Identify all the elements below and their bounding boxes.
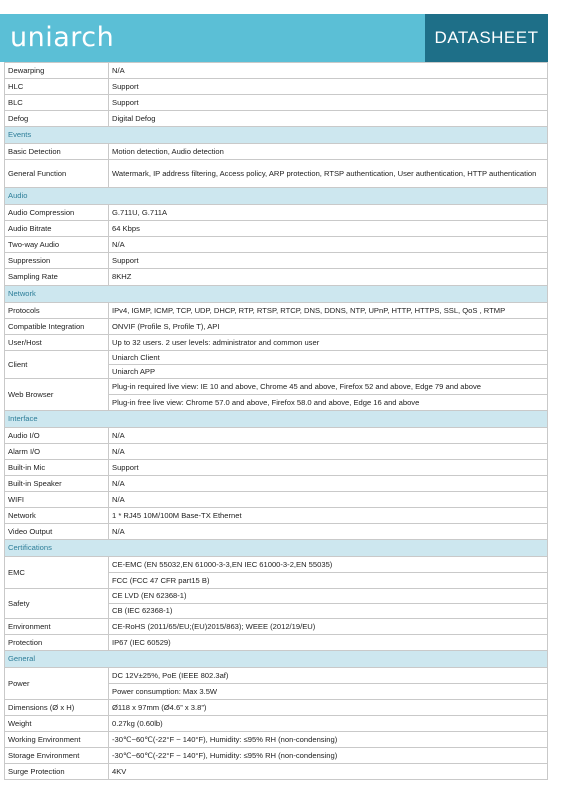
spec-row bbox=[5, 144, 548, 160]
spec-label: Surge Protection bbox=[5, 764, 109, 780]
section-title: Network bbox=[5, 286, 548, 303]
spec-label: Storage Environment bbox=[5, 748, 109, 764]
spec-value-line: Power consumption: Max 3.5W bbox=[109, 683, 547, 699]
spec-value bbox=[109, 700, 548, 716]
spec-row bbox=[5, 160, 548, 188]
spec-row bbox=[5, 476, 548, 492]
spec-row bbox=[5, 351, 548, 379]
spec-value-line: IP67 (IEC 60529) bbox=[112, 637, 171, 647]
spec-row bbox=[5, 619, 548, 635]
spec-value-line: N/A bbox=[112, 65, 125, 75]
spec-value-line: IPv4, IGMP, ICMP, TCP, UDP, DHCP, RTP, RTSP, RTCP, DNS, DDNS, NTP, UPnP, HTTP, HTTPS, SSL, QoS , RTMP bbox=[112, 305, 506, 315]
spec-value-line: Plug-in required live view: IE 10 and above, Chrome 45 and above, Firefox 52 and above, Edge 79 and above bbox=[112, 382, 481, 391]
spec-value bbox=[109, 221, 548, 237]
spec-value bbox=[109, 379, 548, 411]
spec-value-line: Ø118 x 97mm (Ø4.6” x 3.8”) bbox=[112, 702, 207, 712]
spec-value-line: N/A bbox=[112, 446, 125, 456]
spec-value bbox=[109, 557, 548, 589]
spec-row bbox=[5, 589, 548, 619]
spec-label: Web Browser bbox=[5, 379, 109, 411]
section-title: Certifications bbox=[5, 540, 548, 557]
spec-value-line: Watermark, IP address filtering, Access policy, ARP protection, RTSP authentication, User authentication, HTTP authentication bbox=[112, 169, 537, 178]
spec-value bbox=[109, 732, 548, 748]
spec-row bbox=[5, 764, 548, 780]
spec-label: HLC bbox=[5, 79, 109, 95]
spec-value bbox=[109, 79, 548, 95]
spec-row bbox=[5, 237, 548, 253]
spec-row bbox=[5, 635, 548, 651]
section-header bbox=[5, 188, 548, 205]
spec-label: Built-in Speaker bbox=[5, 476, 109, 492]
spec-label: General Function bbox=[5, 160, 109, 188]
spec-label: Sampling Rate bbox=[5, 269, 109, 286]
spec-value-line: CE LVD (EN 62368-1) bbox=[112, 591, 187, 600]
spec-value bbox=[109, 524, 548, 540]
spec-value bbox=[109, 144, 548, 160]
spec-label: Protection bbox=[5, 635, 109, 651]
spec-value bbox=[109, 269, 548, 286]
spec-row bbox=[5, 748, 548, 764]
spec-label: Dewarping bbox=[5, 63, 109, 79]
spec-row bbox=[5, 95, 548, 111]
spec-value bbox=[109, 444, 548, 460]
spec-label: Environment bbox=[5, 619, 109, 635]
section-header bbox=[5, 651, 548, 668]
spec-value-line: -30℃~60℃(-22°F ~ 140°F), Humidity: ≤95% RH (non-condensing) bbox=[112, 750, 338, 760]
spec-row bbox=[5, 319, 548, 335]
spec-value bbox=[109, 319, 548, 335]
datasheet-label: DATASHEET bbox=[425, 14, 548, 62]
spec-row bbox=[5, 460, 548, 476]
spec-row bbox=[5, 111, 548, 127]
spec-row bbox=[5, 63, 548, 79]
spec-label: Working Environment bbox=[5, 732, 109, 748]
spec-label: Suppression bbox=[5, 253, 109, 269]
section-header bbox=[5, 286, 548, 303]
spec-label: BLC bbox=[5, 95, 109, 111]
spec-value-line: FCC (FCC 47 CFR part15 B) bbox=[109, 572, 547, 588]
spec-value bbox=[109, 63, 548, 79]
spec-value-line: 4KV bbox=[112, 766, 127, 776]
spec-value bbox=[109, 428, 548, 444]
spec-row bbox=[5, 221, 548, 237]
spec-label: Alarm I/O bbox=[5, 444, 109, 460]
spec-value-line: Support bbox=[112, 97, 139, 107]
spec-value-line: CB (IEC 62368-1) bbox=[109, 603, 547, 618]
spec-value-line: -30℃~60℃(-22°F ~ 140°F), Humidity: ≤95% RH (non-condensing) bbox=[112, 734, 338, 744]
spec-value bbox=[109, 635, 548, 651]
section-title: Events bbox=[5, 127, 548, 144]
spec-value-line: Support bbox=[112, 462, 139, 472]
spec-value bbox=[109, 205, 548, 221]
spec-value bbox=[109, 492, 548, 508]
spec-label: Compatible Integration bbox=[5, 319, 109, 335]
spec-value bbox=[109, 668, 548, 700]
spec-label: Audio Bitrate bbox=[5, 221, 109, 237]
section-header bbox=[5, 540, 548, 557]
spec-label: Power bbox=[5, 668, 109, 700]
spec-value bbox=[109, 95, 548, 111]
section-title: General bbox=[5, 651, 548, 668]
section-header bbox=[5, 411, 548, 428]
spec-label: WIFI bbox=[5, 492, 109, 508]
spec-row bbox=[5, 428, 548, 444]
spec-value bbox=[109, 764, 548, 780]
spec-value bbox=[109, 111, 548, 127]
spec-label: Weight bbox=[5, 716, 109, 732]
spec-row bbox=[5, 524, 548, 540]
spec-value-line: Up to 32 users. 2 user levels: administrator and common user bbox=[112, 337, 320, 347]
spec-row bbox=[5, 79, 548, 95]
spec-row bbox=[5, 492, 548, 508]
spec-value bbox=[109, 716, 548, 732]
spec-label: EMC bbox=[5, 557, 109, 589]
spec-value bbox=[109, 748, 548, 764]
spec-row bbox=[5, 668, 548, 700]
spec-value-line: CE-RoHS (2011/65/EU;(EU)2015/863); WEEE (2012/19/EU) bbox=[112, 621, 316, 631]
spec-label: Defog bbox=[5, 111, 109, 127]
spec-row bbox=[5, 444, 548, 460]
spec-label: Video Output bbox=[5, 524, 109, 540]
spec-value-line: 64 Kbps bbox=[112, 223, 140, 233]
spec-value-line: Support bbox=[112, 81, 139, 91]
uniarch-logo: uniarch bbox=[10, 22, 115, 53]
spec-row bbox=[5, 700, 548, 716]
spec-value bbox=[109, 460, 548, 476]
spec-value bbox=[109, 476, 548, 492]
section-header bbox=[5, 127, 548, 144]
spec-row bbox=[5, 205, 548, 221]
spec-value-line: ONVIF (Profile S, Profile T), API bbox=[112, 321, 220, 331]
spec-label: Audio I/O bbox=[5, 428, 109, 444]
spec-value bbox=[109, 237, 548, 253]
spec-label: Built-in Mic bbox=[5, 460, 109, 476]
spec-row bbox=[5, 508, 548, 524]
spec-row bbox=[5, 557, 548, 589]
spec-value-line: G.711U, G.711A bbox=[112, 207, 168, 217]
spec-value-line: N/A bbox=[112, 478, 125, 488]
spec-row bbox=[5, 335, 548, 351]
spec-label: Client bbox=[5, 351, 109, 379]
spec-value-line: Plug-in free live view: Chrome 57.0 and above, Firefox 58.0 and above, Edge 16 and above bbox=[109, 394, 547, 410]
spec-row bbox=[5, 269, 548, 286]
spec-row bbox=[5, 732, 548, 748]
spec-value-line: N/A bbox=[112, 526, 125, 536]
spec-value-line: N/A bbox=[112, 494, 125, 504]
spec-value bbox=[109, 303, 548, 319]
spec-label: Network bbox=[5, 508, 109, 524]
spec-label: Audio Compression bbox=[5, 205, 109, 221]
spec-value bbox=[109, 619, 548, 635]
spec-value bbox=[109, 253, 548, 269]
spec-value-line: Uniarch APP bbox=[109, 364, 547, 378]
spec-value bbox=[109, 160, 548, 188]
spec-value bbox=[109, 351, 548, 379]
header-banner bbox=[0, 14, 548, 62]
section-title: Interface bbox=[5, 411, 548, 428]
spec-value-line: Support bbox=[112, 255, 139, 265]
spec-value-line: Uniarch Client bbox=[112, 353, 160, 362]
spec-value-line: DC 12V±25%, PoE (IEEE 802.3af) bbox=[112, 671, 229, 680]
spec-row bbox=[5, 303, 548, 319]
spec-row bbox=[5, 716, 548, 732]
spec-label: Protocols bbox=[5, 303, 109, 319]
spec-label: Safety bbox=[5, 589, 109, 619]
spec-value-line: 8KHZ bbox=[112, 272, 132, 281]
spec-value-line: CE-EMC (EN 55032,EN 61000-3-3,EN IEC 61000-3-2,EN 55035) bbox=[112, 560, 333, 569]
spec-label: Dimensions (Ø x H) bbox=[5, 700, 109, 716]
spec-label: Two-way Audio bbox=[5, 237, 109, 253]
spec-value-line: 0.27kg (0.60lb) bbox=[112, 718, 163, 728]
spec-value-line: N/A bbox=[112, 430, 125, 440]
spec-value-line: 1 * RJ45 10M/100M Base-TX Ethernet bbox=[112, 510, 242, 520]
spec-value-line: Digital Defog bbox=[112, 113, 156, 123]
spec-table bbox=[4, 62, 548, 780]
spec-value bbox=[109, 508, 548, 524]
spec-value bbox=[109, 589, 548, 619]
spec-value bbox=[109, 335, 548, 351]
spec-label: Basic Detection bbox=[5, 144, 109, 160]
spec-value-line: N/A bbox=[112, 239, 125, 249]
spec-value-line: Motion detection, Audio detection bbox=[112, 146, 224, 156]
spec-label: User/Host bbox=[5, 335, 109, 351]
section-title: Audio bbox=[5, 188, 548, 205]
spec-row bbox=[5, 253, 548, 269]
spec-row bbox=[5, 379, 548, 411]
